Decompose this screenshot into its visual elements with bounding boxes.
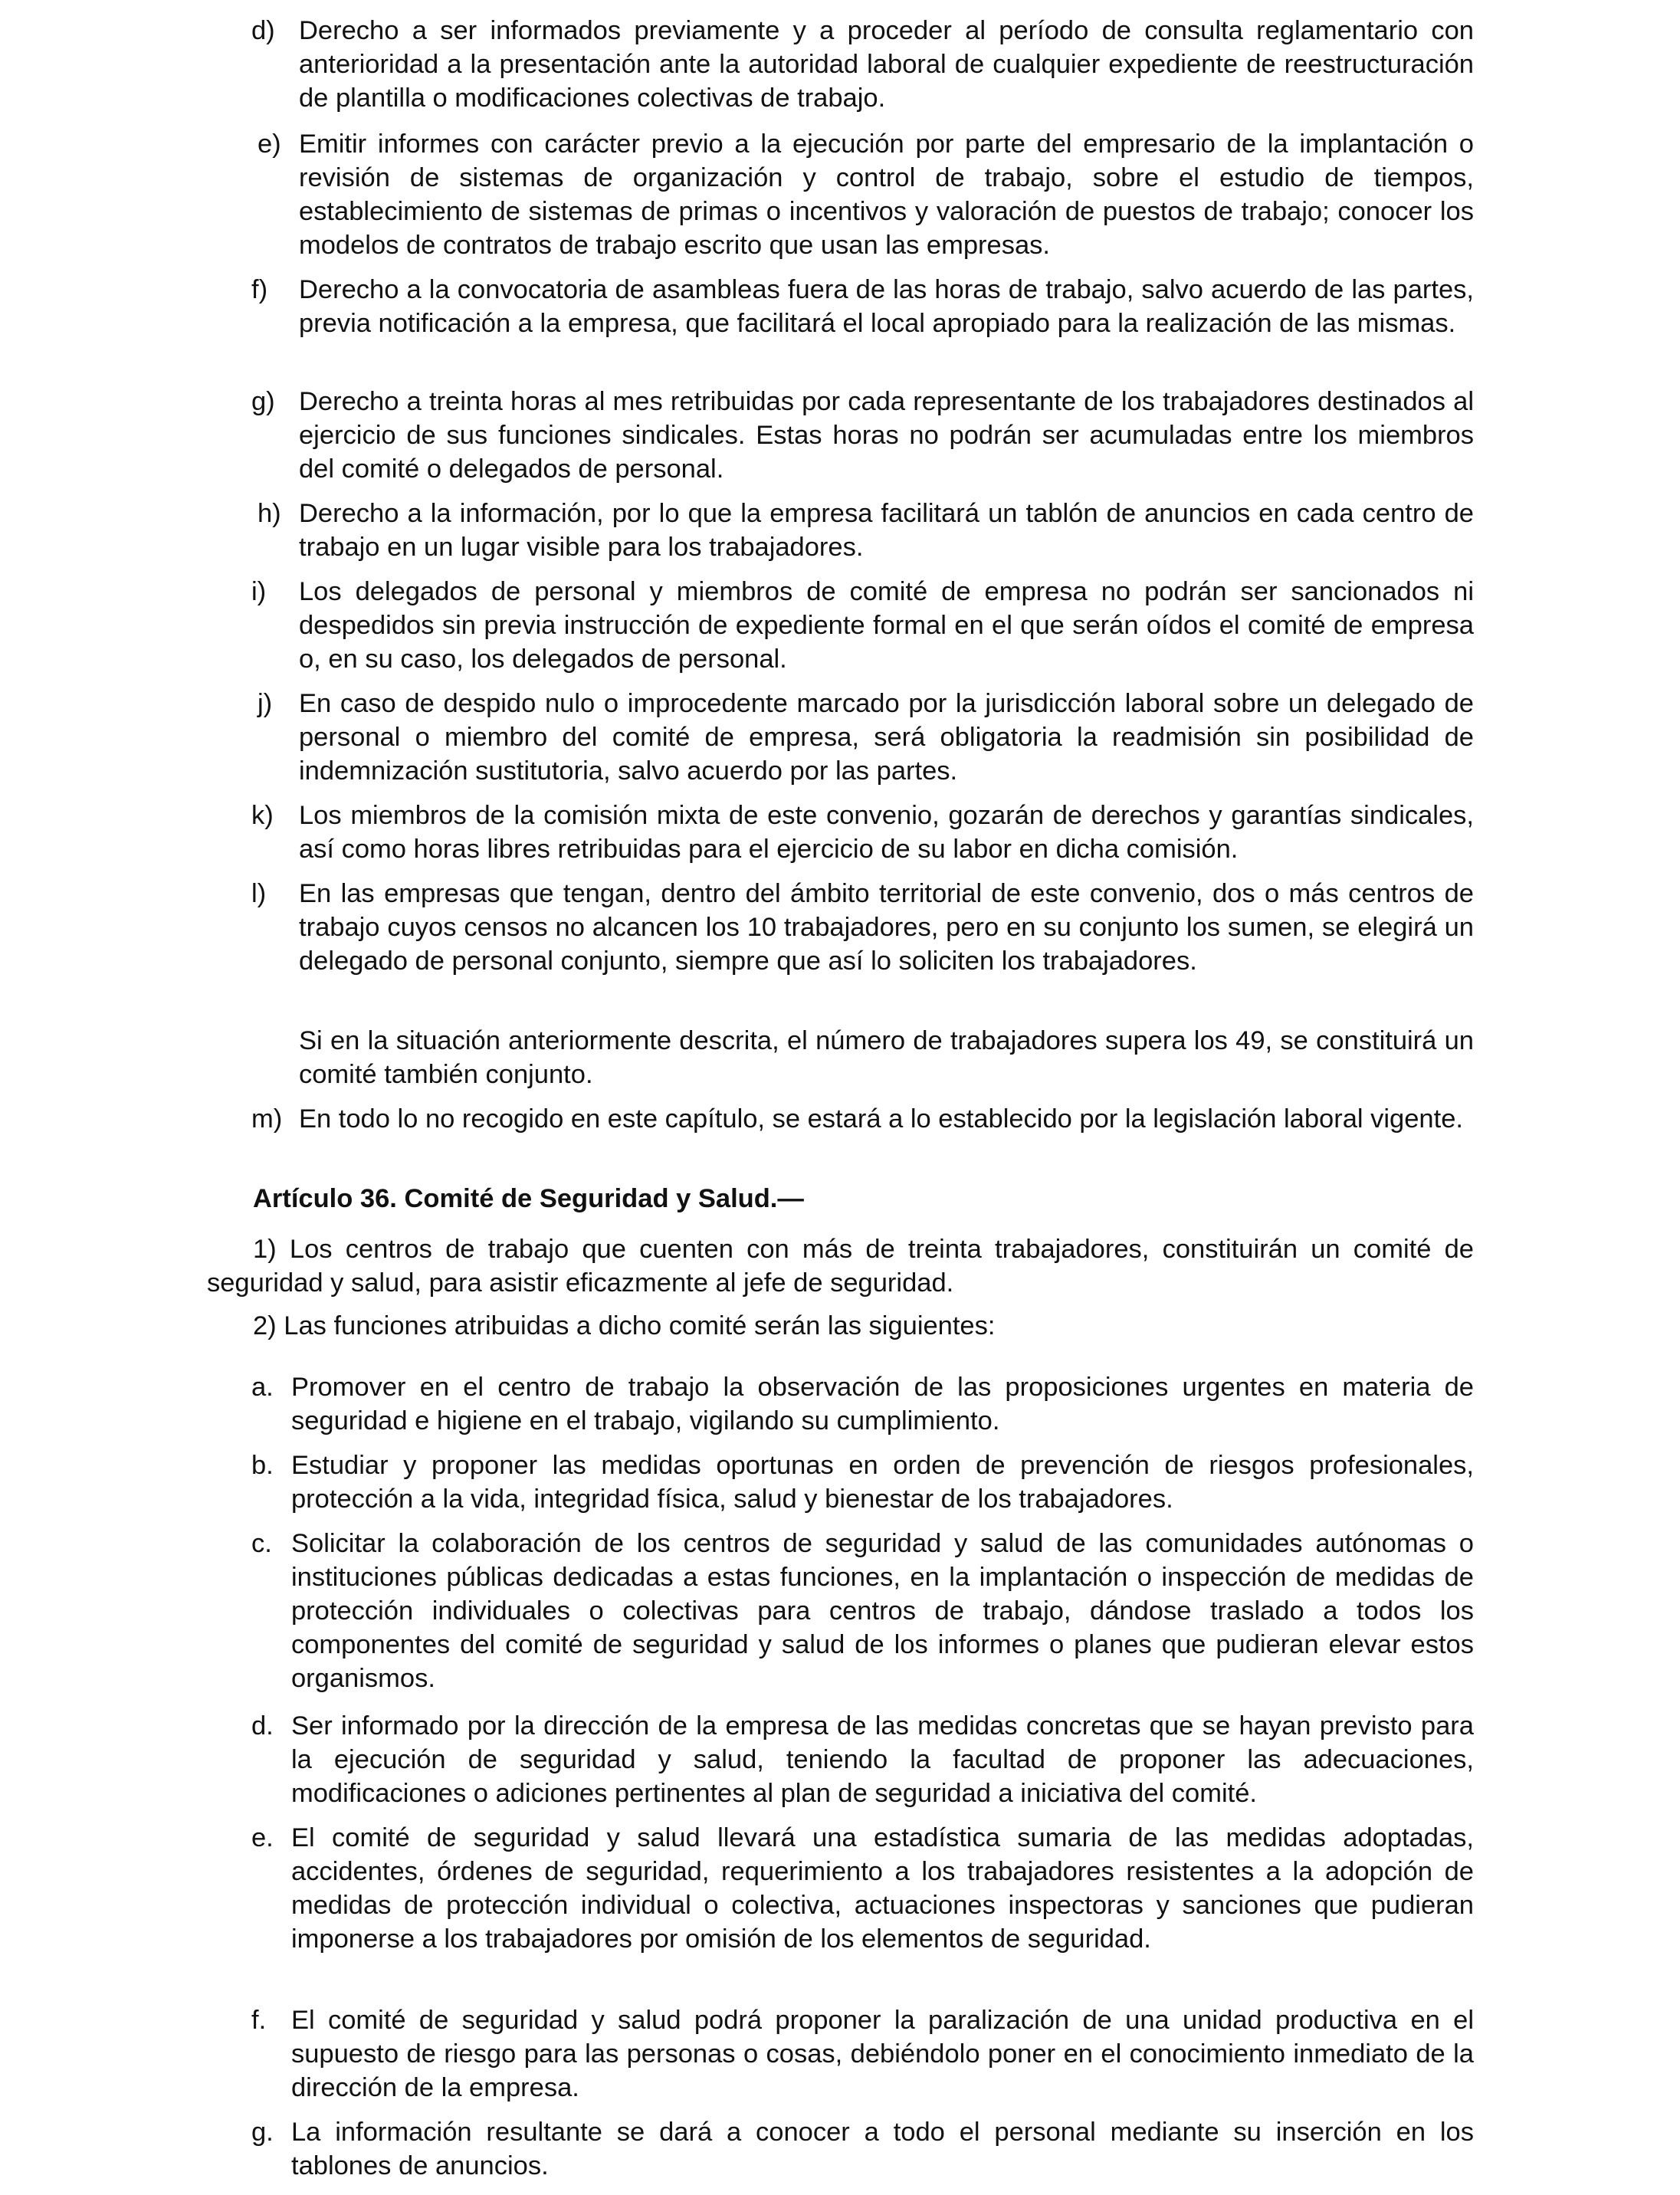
list-item-label: e) (258, 130, 281, 159)
list-item-text: Estudiar y proponer las medidas oportunas en orden de prevención de riesgos profesionales, protección a la vida, integridad física, salud y bienestar de los trabajadores. (291, 1451, 1474, 1514)
list-item-text: La información resultante se dará a conocer a todo el personal mediante su inserción en los tablones de anuncios. (291, 2118, 1474, 2180)
list-item-label: h) (258, 499, 281, 528)
list-item-text: Los delegados de personal y miembros de comité de empresa no podrán ser sancionados ni despedidos sin previa instrucción de expediente formal en el que serán oídos el comité de empresa o, en su caso, los delegados de personal. (299, 577, 1474, 674)
list-item (251, 575, 1474, 676)
list-item-text: Derecho a treinta horas al mes retribuidas por cada representante de los trabajadores destinados al ejercicio de sus funciones sindicales. Estas horas no podrán ser acumuladas entre los miembros del comité o delegados de personal. (299, 387, 1474, 484)
list-item-label: l) (251, 879, 267, 908)
list-item-text: El comité de seguridad y salud podrá proponer la paralización de una unidad productiva en el supuesto de riesgo para las personas o cosas, debiéndolo poner en el conocimiento inmediato de la dirección de la empresa. (291, 2006, 1474, 2102)
list-item (251, 273, 1474, 340)
list-item-text: Los miembros de la comisión mixta de este convenio, gozarán de derechos y garantías sindicales, así como horas libres retribuidas para el ejercicio de su labor en dicha comisión. (299, 801, 1474, 864)
list-item-label: d. (251, 1711, 274, 1741)
paragraph: 2) Las funciones atribuidas a dicho comité serán las siguientes: (253, 1311, 996, 1340)
list-item-text: Emitir informes con carácter previo a la ejecución por parte del empresario de la implantación o revisión de sistemas de organización y control de trabajo, sobre el estudio de tiempos, establecimiento de sistemas de primas o incentivos y valoración de puestos de trabajo; conocer los modelos de contratos de trabajo escrito que usan las empresas. (299, 130, 1474, 260)
list-item-text: En las empresas que tengan, dentro del ámbito territorial de este convenio, dos o más centros de trabajo cuyos censos no alcancen los 10 trabajadores, pero en su conjunto los sumen, se elegirá un delegado de personal conjunto, siempre que así lo soliciten los trabajadores. (299, 879, 1474, 976)
list-item-text: Ser informado por la dirección de la empresa de las medidas concretas que se hayan previsto para la ejecución de seguridad y salud, teniendo la facultad de proponer las adecuaciones, modificaciones o adiciones pertinentes al plan de seguridad a iniciativa del comité. (291, 1711, 1474, 1808)
list-item (251, 1370, 1474, 1438)
list-item (251, 1527, 1474, 1695)
list-item (251, 127, 1474, 262)
list-item-text: Solicitar la colaboración de los centros de seguridad y salud de las comunidades autónomas o instituciones públicas dedicadas a estas funciones, en la implantación o inspección de medidas de protección individuales o colectivas para centros de trabajo, dándose traslado a todos los componentes del comité de seguridad y salud de los informes o planes que pudieran elevar estos organismos. (291, 1529, 1474, 1693)
list-item-text: Derecho a la información, por lo que la empresa facilitará un tablón de anuncios en cada centro de trabajo en un lugar visible para los trabajadores. (299, 499, 1474, 562)
paragraph: 1) Los centros de trabajo que cuenten con más de treinta trabajadores, constituirán un comité de seguridad y salud, para asistir eficazmente al jefe de seguridad. (207, 1235, 1474, 1298)
list-item-label: d) (251, 16, 275, 45)
list-item (251, 1102, 1474, 1136)
list-item (251, 385, 1474, 486)
list-item-label: f) (251, 275, 268, 304)
list-item-label: i) (251, 577, 267, 606)
list-item-label: j) (258, 689, 273, 718)
list-item (251, 497, 1474, 564)
list-item-label: b. (251, 1451, 274, 1480)
list-item (251, 2115, 1474, 2183)
list-item (251, 1449, 1474, 1516)
list-item-label: g. (251, 2118, 274, 2147)
list-item-label: g) (251, 387, 275, 416)
article-heading: Artículo 36. Comité de Seguridad y Salud.— (253, 1184, 804, 1213)
list-item-label: a. (251, 1373, 274, 1402)
list-item (251, 799, 1474, 866)
list-item (251, 2003, 1474, 2105)
list-item-label: k) (251, 801, 274, 830)
list-item-text: Derecho a la convocatoria de asambleas fuera de las horas de trabajo, salvo acuerdo de las partes, previa notificación a la empresa, que facilitará el local apropiado para la realización de las mismas. (299, 275, 1474, 338)
list-item-text: En todo lo no recogido en este capítulo, se estará a lo establecido por la legislación laboral vigente. (299, 1104, 1463, 1134)
list-item (251, 877, 1474, 978)
list-item (251, 1821, 1474, 1956)
list-item-label: m) (251, 1104, 283, 1134)
list-item-label: f. (251, 2006, 267, 2035)
list-item (251, 1709, 1474, 1810)
list-item-text: El comité de seguridad y salud llevará una estadística sumaria de las medidas adoptadas, accidentes, órdenes de seguridad, requerimiento a los trabajadores resistentes a la adopción de medidas de protección individual o colectiva, actuaciones inspectoras y sanciones que pudieran imponerse a los trabajadores por omisión de los elementos de seguridad. (291, 1823, 1474, 1954)
list-item-text: Promover en el centro de trabajo la observación de las proposiciones urgentes en materia de seguridad e higiene en el trabajo, vigilando su cumplimiento. (291, 1373, 1474, 1435)
list-item-label: e. (251, 1823, 274, 1852)
list-item (251, 687, 1474, 788)
list-item-label: c. (251, 1529, 272, 1558)
list-item-text: En caso de despido nulo o improcedente marcado por la jurisdicción laboral sobre un delegado de personal o miembro del comité de empresa, será obligatoria la readmisión sin posibilidad de indemnización sustitutoria, salvo acuerdo por las partes. (299, 689, 1474, 786)
list-item (251, 14, 1474, 115)
list-item-continuation: Si en la situación anteriormente descrita, el número de trabajadores supera los 49, se constituirá un comité también conjunto. (299, 1026, 1474, 1089)
list-item-text: Derecho a ser informados previamente y a proceder al período de consulta reglamentario con anterioridad a la presentación ante la autoridad laboral de cualquier expediente de reestructuración de plantilla o modificaciones colectivas de trabajo. (299, 16, 1474, 113)
